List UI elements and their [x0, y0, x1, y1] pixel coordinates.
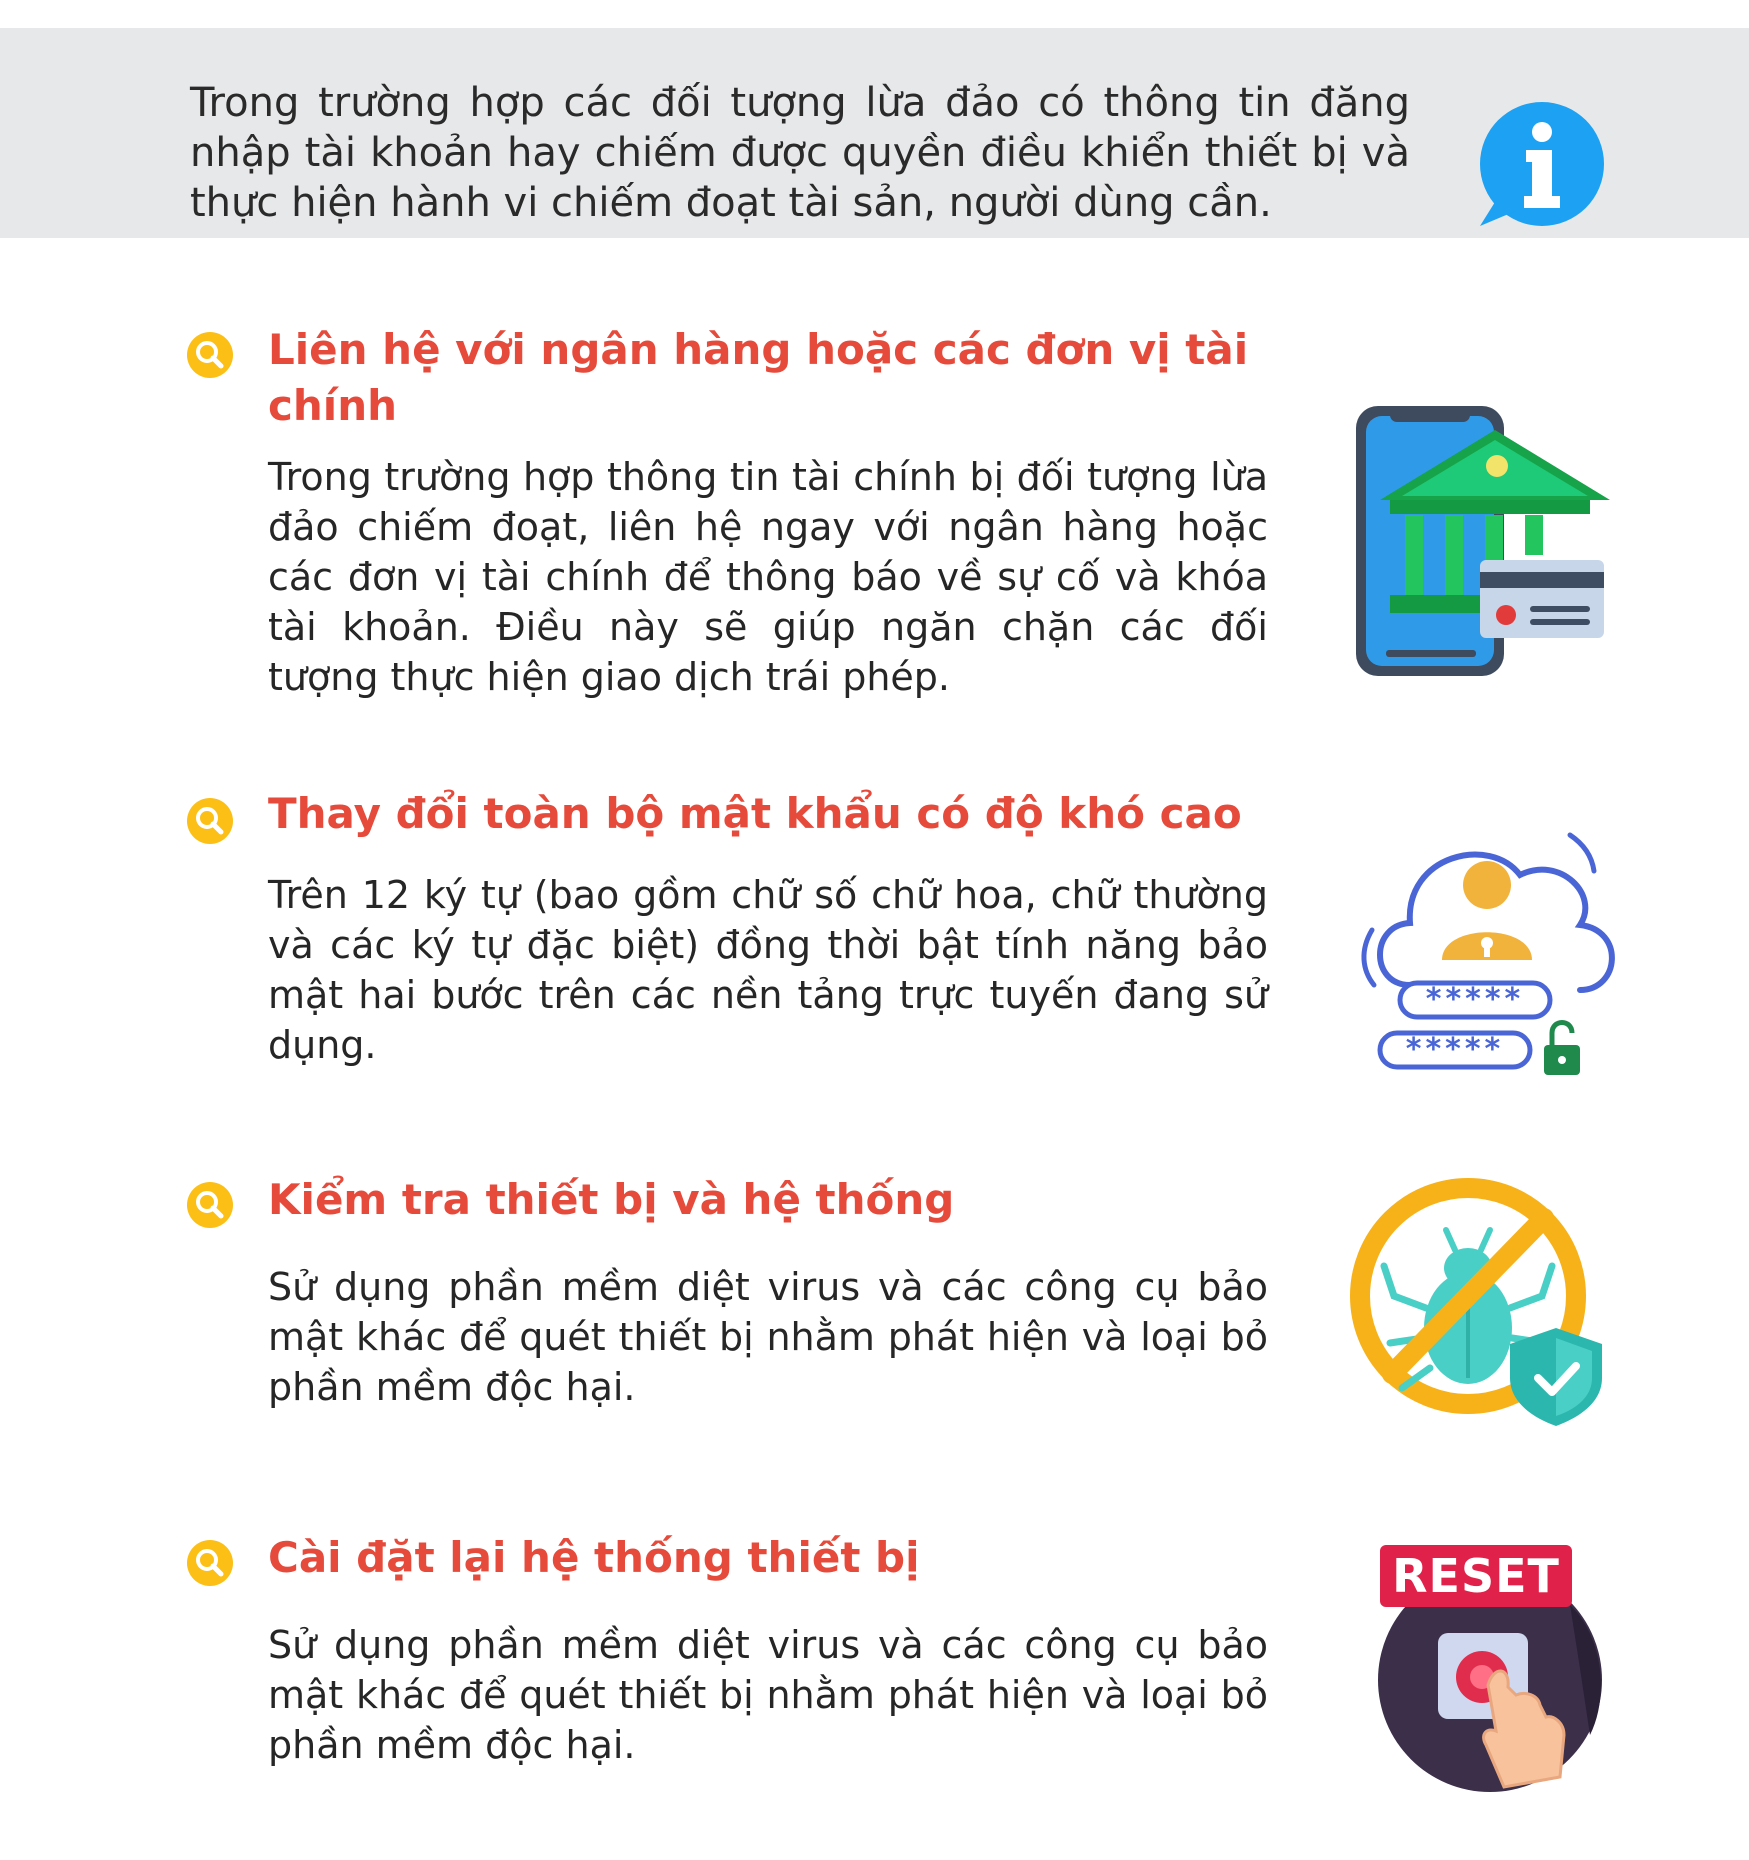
search-bullet-icon — [185, 1538, 235, 1588]
section-title: Thay đổi toàn bộ mật khẩu có độ khó cao — [268, 789, 1242, 838]
cloud-password-icon — [1350, 815, 1620, 1085]
password-field-mask: ***** — [1405, 1032, 1505, 1067]
section-title: Kiểm tra thiết bị và hệ thống — [268, 1175, 955, 1224]
section-body: Sử dụng phần mềm diệt virus và các công cụ bảo mật khác để quét thiết bị nhằm phát hiện và loại bỏ phần mềm độc hại. — [268, 1623, 1268, 1767]
search-bullet-icon — [185, 796, 235, 846]
reset-button-icon — [1370, 1545, 1610, 1795]
intro-text: Trong trường hợp các đối tượng lừa đảo có thông tin đăng nhập tài khoản hay chiếm được quyền điều khiển thiết bị và thực hiện hành vi chiếm đoạt tài sản, người dùng cần. — [190, 80, 1410, 226]
section-title: Liên hệ với ngân hàng hoặc các đơn vị tài chính — [268, 325, 1249, 430]
section-body: Trong trường hợp thông tin tài chính bị đối tượng lừa đảo chiếm đoạt, liên hệ ngay với ngân hàng hoặc các đơn vị tài chính để thông báo về sự cố và khóa tài khoản. Điều này sẽ giúp ngăn chặn các đối tượng thực hiện giao dịch trái phép. — [268, 455, 1268, 699]
bank-phone-card-icon — [1350, 400, 1610, 680]
section-body: Sử dụng phần mềm diệt virus và các công cụ bảo mật khác để quét thiết bị nhằm phát hiện và loại bỏ phần mềm độc hại. — [268, 1265, 1268, 1409]
section-body: Trên 12 ký tự (bao gồm chữ số chữ hoa, chữ thường và các ký tự đặc biệt) đồng thời bật tính năng bảo mật hai bước trên các nền tảng trực tuyến đang sử dụng. — [268, 873, 1268, 1067]
password-field-mask: ***** — [1425, 982, 1525, 1017]
section-title: Cài đặt lại hệ thống thiết bị — [268, 1533, 920, 1582]
search-bullet-icon — [185, 330, 235, 380]
reset-label: RESET — [1392, 1549, 1560, 1603]
search-bullet-icon — [185, 1180, 235, 1230]
info-icon — [1470, 98, 1610, 238]
intro-banner — [0, 28, 1749, 238]
no-bug-shield-icon — [1350, 1178, 1610, 1438]
